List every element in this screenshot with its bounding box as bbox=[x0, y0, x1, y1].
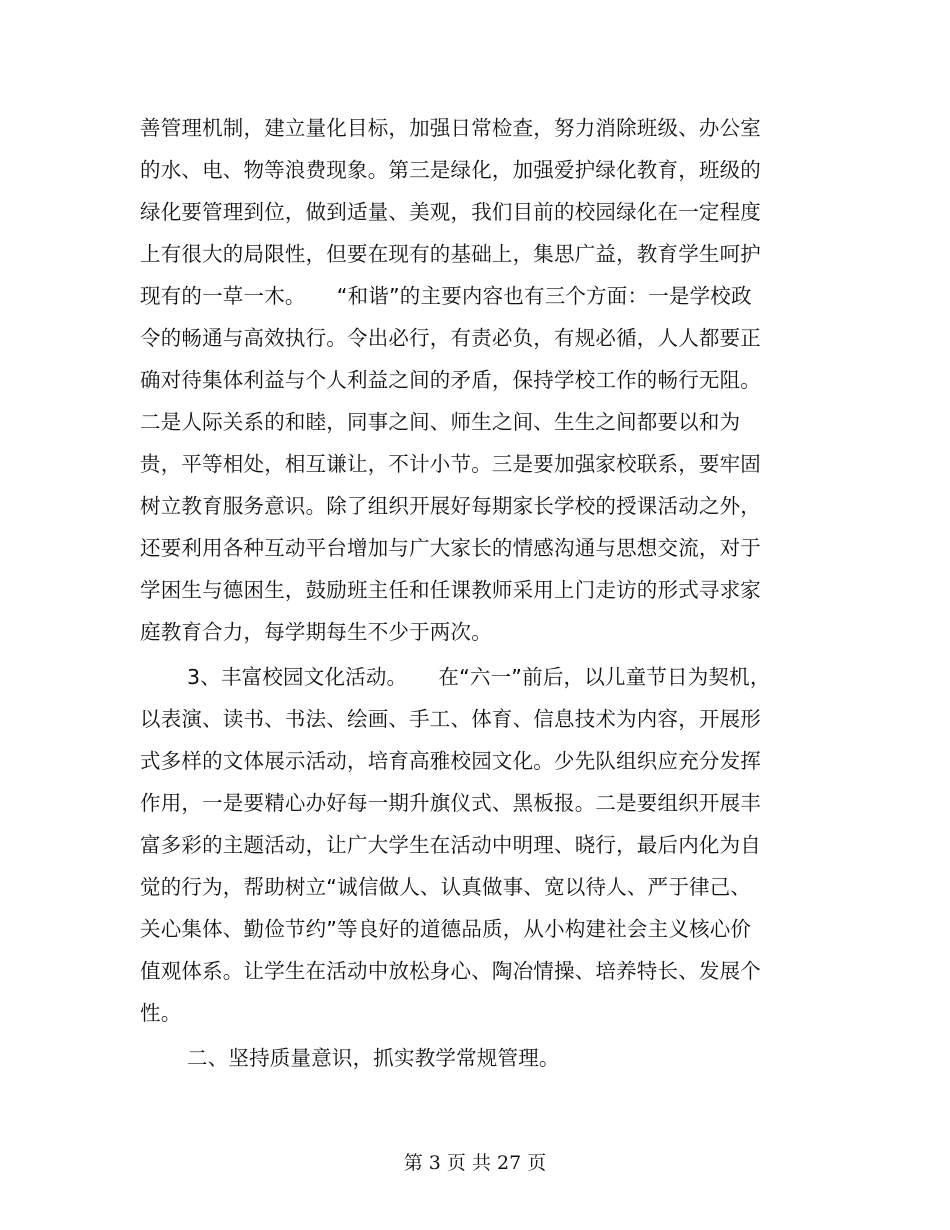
body-text-line: 确对待集体利益与个人利益之间的矛盾，保持学校工作的畅行无阻。 bbox=[140, 368, 761, 392]
body-text-line: 贵，平等相处，相互谦让，不计小节。三是要加强家校联系，要牢固 bbox=[140, 452, 761, 476]
body-text-line: 以表演、读书、书法、绘画、手工、体育、信息技术为内容，开展形 bbox=[140, 707, 761, 731]
body-text-line: 绿化要管理到位，做到适量、美观，我们目前的校园绿化在一定程度 bbox=[140, 200, 761, 224]
body-text-line: 善管理机制，建立量化目标，加强日常检查，努力消除班级、办公室 bbox=[140, 116, 761, 140]
body-text-line: 觉的行为，帮助树立“诚信做人、认真做事、宽以待人、严于律己、 bbox=[140, 875, 752, 899]
body-text-line: 上有很大的局限性，但要在现有的基础上，集思广益，教育学生呵护 bbox=[140, 242, 761, 266]
body-text-line: 现有的一草一木。 “和谐”的主要内容也有三个方面：一是学校政 bbox=[140, 284, 752, 308]
body-text-line: 作用，一是要精心办好每一期升旗仪式、黑板报。二是要组织开展丰 bbox=[140, 791, 761, 815]
body-text-line: 还要利用各种互动平台增加与广大家长的情感沟通与思想交流，对于 bbox=[140, 536, 761, 560]
body-text-line: 二是人际关系的和睦，同事之间、师生之间、生生之间都要以和为 bbox=[140, 410, 741, 434]
body-text-line: 的水、电、物等浪费现象。第三是绿化，加强爱护绿化教育，班级的 bbox=[140, 158, 761, 182]
body-text-line: 庭教育合力，每学期每生不少于两次。 bbox=[140, 620, 492, 644]
body-text-line: 富多彩的主题活动，让广大学生在活动中明理、晓行，最后内化为自 bbox=[140, 833, 761, 857]
body-text-line: 令的畅通与高效执行。令出必行，有责必负，有规必循，人人都要正 bbox=[140, 326, 761, 350]
section-heading-line: 3、丰富校园文化活动。 在“六一”前后，以儿童节日为契机， bbox=[187, 665, 771, 689]
body-text-line: 关心集体、勤俭节约”等良好的道德品质，从小构建社会主义核心价 bbox=[140, 917, 752, 941]
body-text-line: 式多样的文体展示活动，培育高雅校园文化。少先队组织应充分发挥 bbox=[140, 749, 761, 773]
body-text-line: 树立教育服务意识。除了组织开展好每期家长学校的授课活动之外， bbox=[140, 494, 761, 518]
body-text-line: 性。 bbox=[140, 1001, 182, 1025]
section-heading: 二、坚持质量意识，抓实教学常规管理。 bbox=[187, 1046, 560, 1070]
page-number-footer: 第 3 页 共 27 页 bbox=[403, 1152, 547, 1174]
body-text-line: 值观体系。让学生在活动中放松身心、陶冶情操、培养特长、发展个 bbox=[140, 959, 761, 983]
body-text-line: 学困生与德困生，鼓励班主任和任课教师采用上门走访的形式寻求家 bbox=[140, 578, 761, 602]
